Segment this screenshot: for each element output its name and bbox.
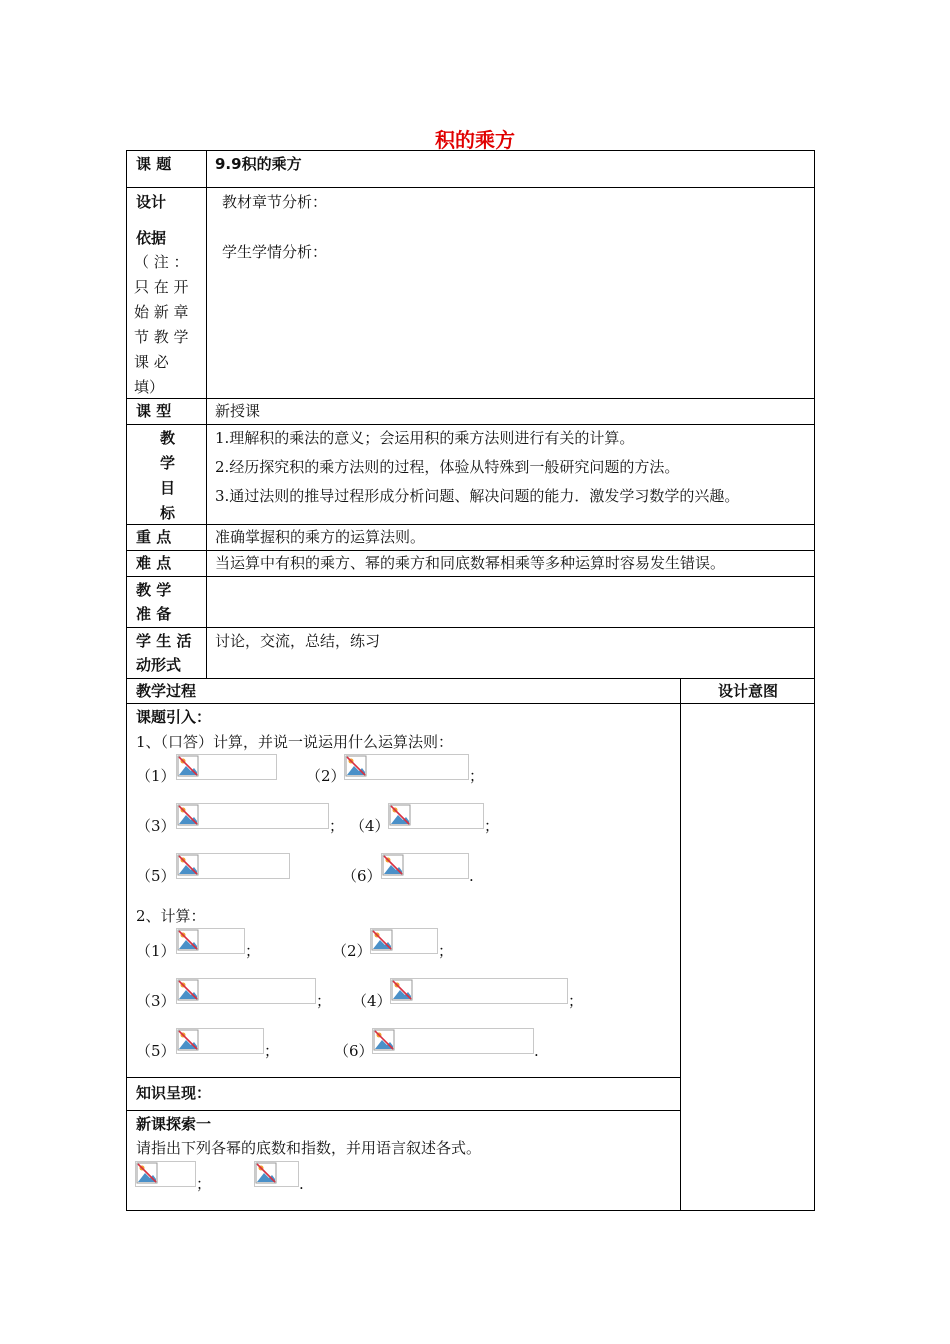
broken-image-icon — [176, 853, 290, 879]
goal-label-char: 标 — [160, 504, 176, 522]
separator: ； — [264, 1042, 280, 1060]
separator: . — [299, 1175, 304, 1193]
basis-note-line: 填） — [134, 378, 165, 396]
separator: . — [534, 1042, 539, 1060]
difficulty-label: 难 点 — [136, 554, 172, 572]
basis-student-analysis: 学生学情分析： — [222, 243, 328, 261]
item-label: （2） — [306, 767, 346, 785]
item-label: （4） — [350, 817, 390, 835]
separator: ； — [568, 992, 584, 1010]
item-label: （4） — [352, 992, 392, 1010]
goal-label-char: 目 — [160, 479, 176, 497]
broken-image-icon — [176, 754, 277, 780]
separator: ； — [245, 942, 261, 960]
item-label: （3） — [136, 992, 176, 1010]
broken-image-icon — [176, 978, 316, 1004]
goal-label-char: 学 — [160, 454, 176, 472]
broken-image-icon — [344, 754, 469, 780]
broken-image-icon — [388, 803, 484, 829]
basis-textbook-analysis: 教材章节分析： — [222, 193, 328, 211]
document-title: 积的乘方 — [435, 128, 515, 152]
broken-image-icon — [176, 1028, 264, 1054]
intro-title: 课题引入： — [136, 708, 212, 726]
item-label: （6） — [342, 867, 382, 885]
key-point-label: 重 点 — [136, 528, 172, 546]
type-value: 新授课 — [215, 402, 261, 420]
separator: ； — [484, 817, 500, 835]
item-label: （5） — [136, 867, 176, 885]
activity-label-line1: 学 生 活 — [136, 632, 192, 650]
item-label: （1） — [136, 767, 176, 785]
prep-label-line2: 准 备 — [136, 605, 172, 623]
broken-image-icon — [254, 1161, 299, 1187]
item-label: （6） — [334, 1042, 374, 1060]
item-label: （1） — [136, 942, 176, 960]
broken-image-icon — [381, 853, 469, 879]
goal-item: 2.经历探究积的乘方法则的过程，体验从特殊到一般研究问题的方法。 — [215, 458, 680, 476]
knowledge-title: 知识呈现： — [136, 1084, 212, 1102]
broken-image-icon — [372, 1028, 534, 1054]
separator: ； — [196, 1175, 212, 1193]
basis-label-line2: 依据 — [136, 229, 167, 247]
item-label: （3） — [136, 817, 176, 835]
basis-note-line: （ 注 ： — [134, 253, 189, 271]
basis-note-line: 课 必 — [134, 353, 169, 371]
broken-image-icon — [135, 1161, 196, 1187]
broken-image-icon — [176, 928, 245, 954]
basis-note-line: 节 教 学 — [134, 328, 189, 346]
activity-value: 讨论，交流，总结，练习 — [215, 632, 381, 650]
design-intent-header: 设计意图 — [717, 682, 778, 700]
goal-item: 1.理解积的乘法的意义；会运用积的乘方法则进行有关的计算。 — [215, 429, 635, 447]
goal-item: 3.通过法则的推导过程形成分析问题、解决问题的能力．激发学习数学的兴趣。 — [215, 487, 740, 505]
difficulty-value: 当运算中有积的乘方、幂的乘方和同底数幂相乘等多种运算时容易发生错误。 — [215, 554, 726, 572]
separator: ； — [329, 817, 345, 835]
separator: . — [469, 867, 474, 885]
key-point-value: 准确掌握积的乘方的运算法则。 — [215, 528, 426, 546]
broken-image-icon — [370, 928, 438, 954]
goal-label-char: 教 — [160, 429, 176, 447]
item-label: （5） — [136, 1042, 176, 1060]
separator: ； — [316, 992, 332, 1010]
broken-image-icon — [176, 803, 329, 829]
broken-image-icon — [390, 978, 568, 1004]
process-header: 教学过程 — [136, 682, 197, 700]
explore-title: 新课探索一 — [136, 1115, 212, 1133]
basis-note-line: 只 在 开 — [134, 278, 189, 296]
topic-label: 课 题 — [136, 155, 172, 173]
item-label: （2） — [332, 942, 372, 960]
activity-label-line2: 动形式 — [136, 656, 182, 674]
explore-text: 请指出下列各幂的底数和指数，并用语言叙述各式。 — [136, 1139, 482, 1157]
type-label: 课 型 — [136, 402, 172, 420]
basis-note-line: 始 新 章 — [134, 303, 189, 321]
question-1: 1、（口答）计算，并说一说运用什么运算法则： — [136, 733, 454, 751]
prep-label-line1: 教 学 — [136, 581, 172, 599]
separator: ； — [469, 767, 485, 785]
separator: ； — [438, 942, 454, 960]
question-2: 2、计算： — [136, 907, 206, 925]
topic-value: 9.9积的乘方 — [215, 155, 302, 173]
basis-label-line1: 设计 — [136, 193, 167, 211]
